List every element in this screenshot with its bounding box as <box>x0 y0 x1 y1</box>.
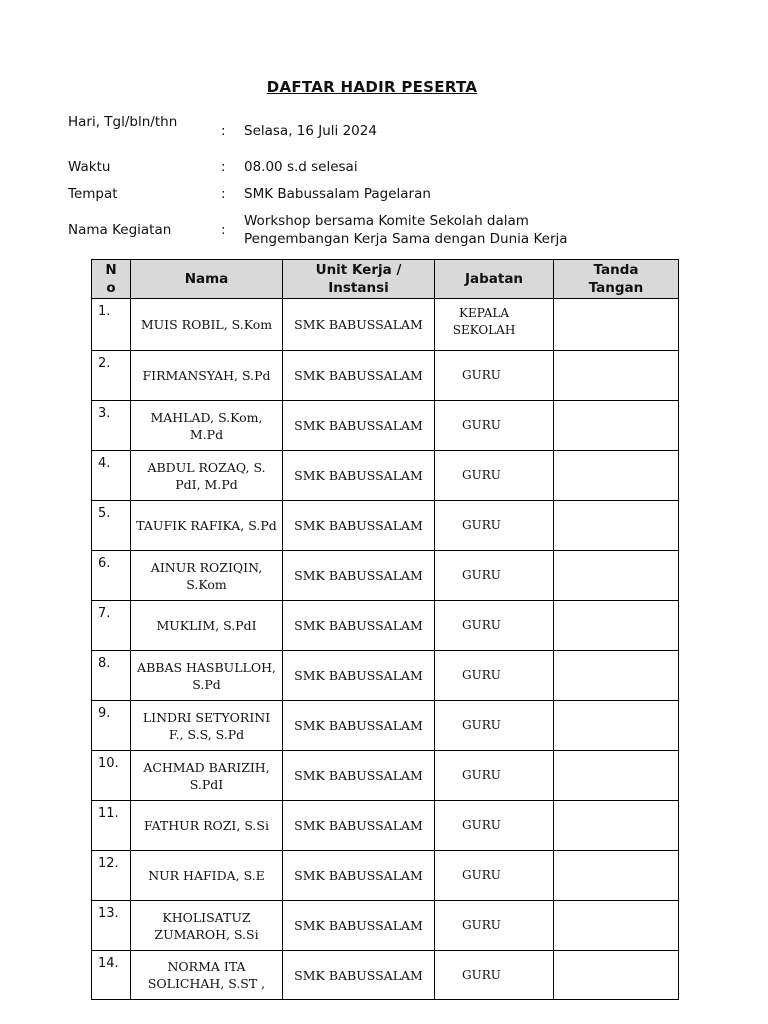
row-jabatan: GURU <box>435 801 554 851</box>
row-unit: SMK BABUSSALAM <box>283 701 435 751</box>
header-tanda-tangan: Tanda Tangan <box>554 260 679 299</box>
row-nama: FIRMANSYAH, S.Pd <box>131 351 283 401</box>
row-no: 1. <box>92 299 131 351</box>
info-row-kegiatan <box>68 212 688 248</box>
header-nama: Nama <box>131 260 283 299</box>
row-no: 9. <box>92 701 131 751</box>
hari-value: Selasa, 16 Juli 2024 <box>244 123 377 139</box>
hari-label: Hari, Tgl/bln/thn <box>68 114 178 130</box>
page-title: DAFTAR HADIR PESERTA <box>266 78 478 96</box>
signature-cell[interactable] <box>554 551 679 601</box>
row-nama: NUR HAFIDA, S.E <box>131 851 283 901</box>
table-header-row <box>92 260 679 299</box>
info-row-tempat <box>68 185 688 203</box>
row-no: 6. <box>92 551 131 601</box>
row-unit: SMK BABUSSALAM <box>283 551 435 601</box>
row-jabatan: GURU <box>435 351 554 401</box>
header-jabatan: Jabatan <box>435 260 554 299</box>
row-no: 14. <box>92 951 131 1000</box>
waktu-label: Waktu <box>68 159 111 175</box>
row-nama: MAHLAD, S.Kom, M.Pd <box>131 401 283 451</box>
row-no: 5. <box>92 501 131 551</box>
row-jabatan: GURU <box>435 951 554 1000</box>
row-no: 12. <box>92 851 131 901</box>
table-row <box>92 951 679 1000</box>
table-row <box>92 651 679 701</box>
row-no: 4. <box>92 451 131 501</box>
row-unit: SMK BABUSSALAM <box>283 351 435 401</box>
table-row <box>92 801 679 851</box>
table-row <box>92 751 679 801</box>
row-nama: ABDUL ROZAQ, S. PdI, M.Pd <box>131 451 283 501</box>
row-nama: FATHUR ROZI, S.Si <box>131 801 283 851</box>
row-unit: SMK BABUSSALAM <box>283 951 435 1000</box>
colon: : <box>221 222 226 238</box>
signature-cell[interactable] <box>554 451 679 501</box>
table-row <box>92 451 679 501</box>
row-unit: SMK BABUSSALAM <box>283 601 435 651</box>
signature-cell[interactable] <box>554 501 679 551</box>
row-nama: ACHMAD BARIZIH, S.PdI <box>131 751 283 801</box>
row-jabatan: GURU <box>435 451 554 501</box>
row-no: 11. <box>92 801 131 851</box>
table-row <box>92 851 679 901</box>
row-jabatan: GURU <box>435 901 554 951</box>
signature-cell[interactable] <box>554 751 679 801</box>
table-row <box>92 551 679 601</box>
row-unit: SMK BABUSSALAM <box>283 401 435 451</box>
info-row-hari <box>68 113 688 149</box>
table-row <box>92 601 679 651</box>
signature-cell[interactable] <box>554 651 679 701</box>
table-row <box>92 401 679 451</box>
row-jabatan: GURU <box>435 551 554 601</box>
row-jabatan: GURU <box>435 401 554 451</box>
row-jabatan: GURU <box>435 851 554 901</box>
row-no: 10. <box>92 751 131 801</box>
signature-cell[interactable] <box>554 299 679 351</box>
row-unit: SMK BABUSSALAM <box>283 801 435 851</box>
signature-cell[interactable] <box>554 401 679 451</box>
signature-cell[interactable] <box>554 351 679 401</box>
colon: : <box>221 186 226 202</box>
row-unit: SMK BABUSSALAM <box>283 651 435 701</box>
waktu-value: 08.00 s.d selesai <box>244 159 358 175</box>
row-no: 8. <box>92 651 131 701</box>
row-jabatan: GURU <box>435 601 554 651</box>
table-row <box>92 901 679 951</box>
row-no: 3. <box>92 401 131 451</box>
row-no: 13. <box>92 901 131 951</box>
colon: : <box>221 123 226 139</box>
table-row <box>92 701 679 751</box>
signature-cell[interactable] <box>554 901 679 951</box>
row-unit: SMK BABUSSALAM <box>283 901 435 951</box>
row-nama: TAUFIK RAFIKA, S.Pd <box>131 501 283 551</box>
row-nama: NORMA ITA SOLICHAH, S.ST , <box>131 951 283 1000</box>
row-jabatan: GURU <box>435 501 554 551</box>
table-row <box>92 501 679 551</box>
row-jabatan: GURU <box>435 651 554 701</box>
row-jabatan: GURU <box>435 751 554 801</box>
row-jabatan: KEPALA SEKOLAH <box>435 299 554 351</box>
signature-cell[interactable] <box>554 601 679 651</box>
row-nama: LINDRI SETYORINI F., S.S, S.Pd <box>131 701 283 751</box>
signature-cell[interactable] <box>554 951 679 1000</box>
row-nama: AINUR ROZIQIN, S.Kom <box>131 551 283 601</box>
attendance-table <box>91 259 679 1000</box>
signature-cell[interactable] <box>554 851 679 901</box>
signature-cell[interactable] <box>554 801 679 851</box>
row-jabatan: GURU <box>435 701 554 751</box>
kegiatan-value: Workshop bersama Komite Sekolah dalam Pengembangan Kerja Sama dengan Dunia Kerja <box>244 213 568 247</box>
row-unit: SMK BABUSSALAM <box>283 299 435 351</box>
table-row <box>92 299 679 351</box>
row-unit: SMK BABUSSALAM <box>283 751 435 801</box>
row-nama: MUIS ROBIL, S.Kom <box>131 299 283 351</box>
info-row-waktu <box>68 158 688 176</box>
row-unit: SMK BABUSSALAM <box>283 501 435 551</box>
row-nama: ABBAS HASBULLOH, S.Pd <box>131 651 283 701</box>
tempat-value: SMK Babussalam Pagelaran <box>244 186 431 202</box>
row-no: 7. <box>92 601 131 651</box>
kegiatan-label: Nama Kegiatan <box>68 222 172 238</box>
row-nama: MUKLIM, S.PdI <box>131 601 283 651</box>
row-no: 2. <box>92 351 131 401</box>
header-no: No <box>92 260 131 299</box>
header-unit: Unit Kerja / Instansi <box>283 260 435 299</box>
row-unit: SMK BABUSSALAM <box>283 451 435 501</box>
tempat-label: Tempat <box>68 186 118 202</box>
signature-cell[interactable] <box>554 701 679 751</box>
table-row <box>92 351 679 401</box>
colon: : <box>221 159 226 175</box>
row-nama: KHOLISATUZ ZUMAROH, S.Si <box>131 901 283 951</box>
row-unit: SMK BABUSSALAM <box>283 851 435 901</box>
